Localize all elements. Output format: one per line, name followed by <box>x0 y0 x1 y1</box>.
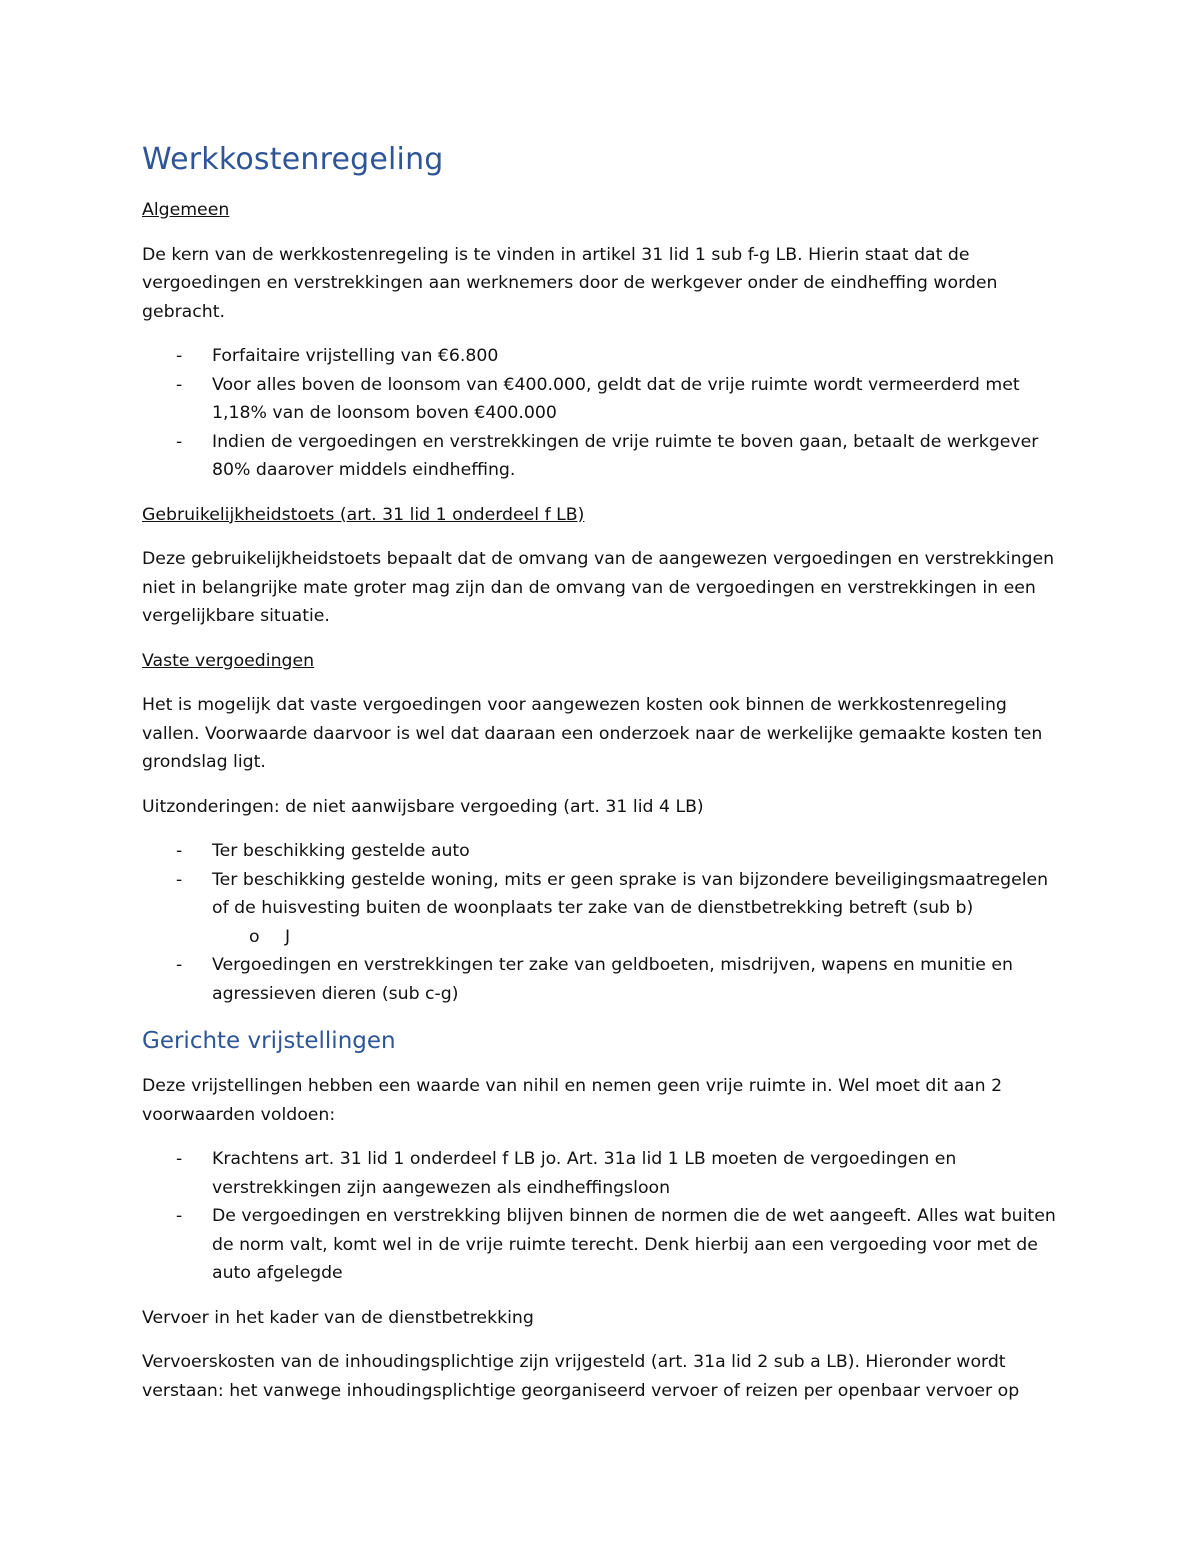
list-item: - Ter beschikking gestelde auto <box>142 837 1062 866</box>
paragraph: De kern van de werkkostenregeling is te vinden in artikel 31 lid 1 sub f-g LB. Hierin staat dat de vergoedingen en verstrekkingen aan werknemers door de werkgever onder de eindheffing worden gebracht. <box>142 244 998 322</box>
list-item-text: Ter beschikking gestelde woning, mits er geen sprake is van bijzondere beveiligingsmaatregelen of de huisvesting buiten de woonplaats ter zake van de dienstbetrekking betreft (sub b) <box>212 869 1049 918</box>
paragraph: Vervoerskosten van de inhoudingsplichtige zijn vrijgesteld (art. 31a lid 2 sub a LB). Hieronder wordt verstaan: het vanwege inhoudingsplichtige georganiseerd vervoer of reizen per openbaar vervoer op <box>142 1352 1020 1401</box>
bullet-list <box>142 342 1062 485</box>
section-heading-vaste-vergoedingen: Vaste vergoedingen <box>142 650 315 671</box>
sub-list-item-text: J <box>285 926 291 947</box>
list-item: - Voor alles boven de loonsom van €400.000, geldt dat de vrije ruimte wordt vermeerderd met 1,18% van de loonsom boven €400.000 <box>142 371 1062 428</box>
section-heading-gerichte-vrijstellingen: Gerichte vrijstellingen <box>142 1028 396 1054</box>
paragraph: Deze gebruikelijkheidstoets bepaalt dat de omvang van de aangewezen vergoedingen en verstrekkingen niet in belangrijke mate groter mag zijn dan de omvang van de vergoedingen en verstrekkingen in een vergelijkbare situatie. <box>142 549 1055 626</box>
section-heading-gebruikelijkheidstoets: Gebruikelijkheidstoets (art. 31 lid 1 onderdeel f LB) <box>142 504 585 525</box>
paragraph: Het is mogelijk dat vaste vergoedingen voor aangewezen kosten ook binnen de werkkostenregeling vallen. Voorwaarde daarvoor is wel dat daaraan een onderzoek naar de werkelijke gemaakte kosten ten grondslag ligt. <box>142 695 1043 772</box>
section-heading-algemeen: Algemeen <box>142 200 230 220</box>
paragraph: Deze vrijstellingen hebben een waarde van nihil en nemen geen vrije ruimte in. Wel moet dit aan 2 voorwaarden voldoen: <box>142 1076 1003 1125</box>
sub-list <box>212 923 1062 952</box>
list-item: - Krachtens art. 31 lid 1 onderdeel f LB jo. Art. 31a lid 1 LB moeten de vergoedingen en verstrekkingen zijn aangewezen als eindheffingsloon <box>142 1145 1062 1202</box>
document-title: Werkkostenregeling <box>142 142 444 177</box>
bullet-list <box>142 837 1062 1008</box>
circle-bullet-icon: o <box>249 926 260 947</box>
sub-list-item <box>212 923 1062 952</box>
list-item: - Indien de vergoedingen en verstrekkingen de vrije ruimte te boven gaan, betaalt de werkgever 80% daarover middels eindheffing. <box>142 428 1062 485</box>
list-item: - De vergoedingen en verstrekking blijven binnen de normen die de wet aangeeft. Alles wat buiten de norm valt, komt wel in de vrije ruimte terecht. Denk hierbij aan een vergoeding voor met de auto afgelegde <box>142 1202 1062 1288</box>
paragraph: Vervoer in het kader van de dienstbetrekking <box>142 1307 534 1328</box>
document-body <box>142 140 1062 1421</box>
list-item: - Vergoedingen en verstrekkingen ter zake van geldboeten, misdrijven, wapens en munitie en agressieven dieren (sub c-g) <box>142 951 1062 1008</box>
list-item <box>142 866 1062 952</box>
paragraph: Uitzonderingen: de niet aanwijsbare vergoeding (art. 31 lid 4 LB) <box>142 796 704 817</box>
bullet-list <box>142 1145 1062 1288</box>
list-item: - Forfaitaire vrijstelling van €6.800 <box>142 342 1062 371</box>
